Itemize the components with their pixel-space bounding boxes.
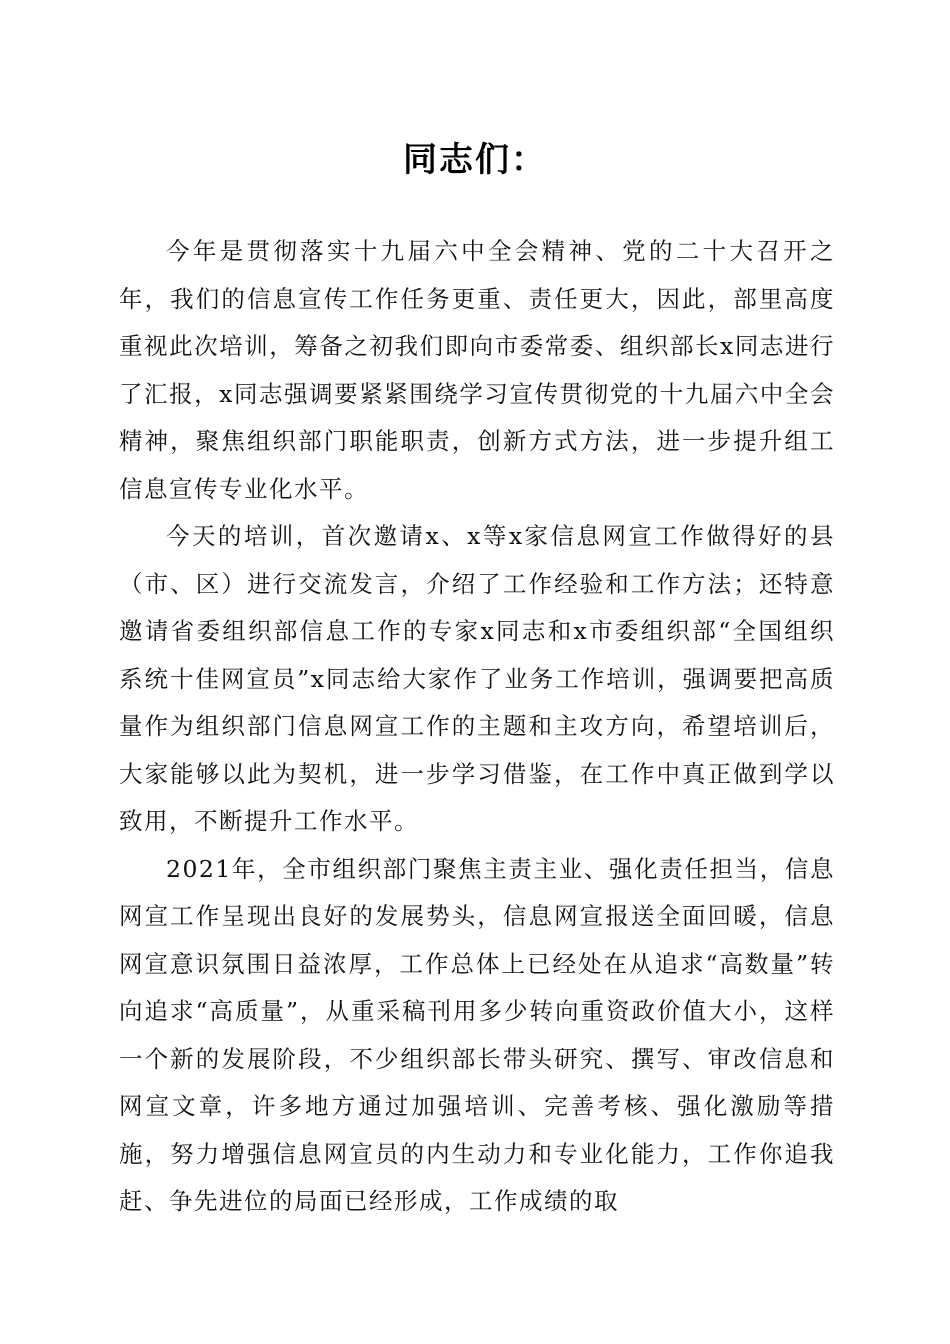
paragraph-3: 2021年，全市组织部门聚焦主责主业、强化责任担当，信息网宣工作呈现出良好的发展势头，信息网宣报送全面回暖，信息网宣意识氛围日益浓厚，工作总体上已经处在从追求“高数量”转向追求“高质量”，从重采稿刊用多少转向重资政价值大小，这样一个新的发展阶段，不少组织部长带头研究、撰写、审改信息和网宣文章，许多地方通过加强培训、完善考核、强化激励等措施，努力增强信息网宣员的内生动力和专业化能力，工作你追我赶、争先进位的局面已经形成，工作成绩的取 — [119, 854, 835, 1215]
paragraph-1: 今年是贯彻落实十九届六中全会精神、党的二十大召开之年，我们的信息宣传工作任务更重、责任更大，因此，部里高度重视此次培训，筹备之初我们即向市委常委、组织部长x同志进行了汇报，x同志强调要紧紧围绕学习宣传贯彻党的十九届六中全会精神，聚焦组织部门职能职责，创新方式方法，进一步提升组工信息宣传专业化水平。 — [119, 237, 835, 503]
paragraph-2: 今天的培训，首次邀请x、x等x家信息网宣工作做得好的县（市、区）进行交流发言，介绍了工作经验和工作方法；还特意邀请省委组织部信息工作的专家x同志和x市委组织部“全国组织系统十佳网宣员”x同志给大家作了业务工作培训，强调要把高质量作为组织部门信息网宣工作的主题和主攻方向，希望培训后，大家能够以此为契机，进一步学习借鉴，在工作中真正做到学以致用，不断提升工作水平。 — [119, 522, 835, 835]
speech-salutation-title: 同志们： — [403, 140, 547, 180]
speech-body — [119, 228, 835, 1226]
